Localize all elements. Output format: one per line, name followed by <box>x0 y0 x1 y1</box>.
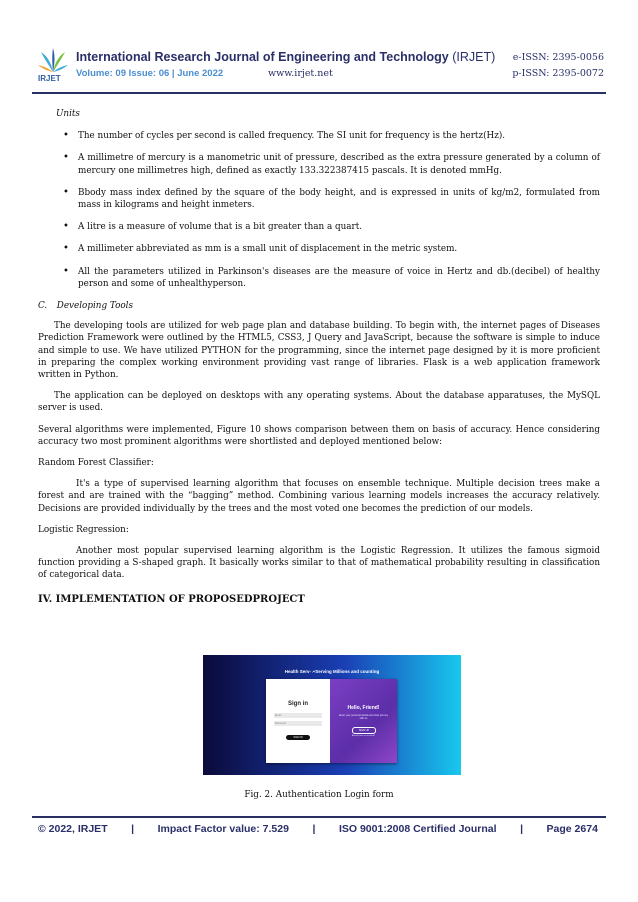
signin-panel <box>266 679 330 763</box>
auth-card <box>266 679 397 763</box>
volume-issue: Volume: 09 Issue: 06 | June 2022 <box>76 68 224 79</box>
journal-name: International Research Journal of Engineering and Technology <box>76 50 449 64</box>
signin-title: Sign in <box>288 701 308 707</box>
article-body <box>38 108 600 606</box>
subsection-title: Developing Tools <box>56 301 133 312</box>
footer-separator: | <box>520 823 524 835</box>
journal-abbr: (IRJET) <box>452 50 496 64</box>
figure-caption: Fig. 2. Authentication Login form <box>244 790 394 800</box>
signup-panel <box>330 679 397 763</box>
list-item: • A millimetre of mercury is a manometric unit of pressure, described as the extra pressure generated by a column of mercury one millimetres high, defined as exactly 133.322387415 pascals. It is denoted mmHg. <box>38 152 600 176</box>
rf-label: Random Forest Classifier: <box>38 458 154 469</box>
paragraph-deploy: The application can be deployed on desktops with any operating systems. About the database apparatuses, the MySQL server is used. <box>38 391 600 414</box>
list-item: • Bbody mass index defined by the square of the body height, and is expressed in units of kg/m2, formulated from mass in kilograms and height inmeters. <box>38 187 600 211</box>
impact-factor: Impact Factor value: 7.529 <box>157 823 289 835</box>
list-item: • All the parameters utilized in Parkinson's diseases are the measure of voice in Hertz and db.(decibel) of healthy person and some of unhealthyperson. <box>38 266 600 290</box>
signin-button[interactable]: SIGN IN <box>286 735 310 740</box>
pissn: p-ISSN: 2395-0072 <box>512 68 604 79</box>
list-item: • A litre is a measure of volume that is a bit greater than a quart. <box>38 221 600 233</box>
journal-title <box>76 50 495 64</box>
header-divider <box>32 92 606 94</box>
page-footer <box>38 823 598 835</box>
fine-print: Already have an account? <box>351 735 376 737</box>
section-heading: IV. IMPLEMENTATION OF PROPOSEDPROJECT <box>38 593 305 605</box>
copyright: © 2022, IRJET <box>38 823 108 835</box>
hello-title: Hello, Friend! <box>347 705 380 711</box>
paragraph-logistic-regression: Another most popular supervised learning algorithm is the Logistic Regression. It utilizes the famous sigmoid function providing a S-shaped graph. It basically works similar to that of mathematical probability resulting in classification of categorical data. <box>38 546 600 581</box>
list-item: • A millimeter abbreviated as mm is a small unit of displacement in the metric system. <box>38 243 600 255</box>
email-input[interactable]: Email <box>274 713 322 718</box>
list-item: • The number of cycles per second is called frequency. The SI unit for frequency is the hertz(Hz). <box>38 130 600 142</box>
page-header <box>38 46 604 88</box>
website-link[interactable]: www.irjet.net <box>268 68 333 79</box>
eissn: e-ISSN: 2395-0056 <box>512 52 604 63</box>
hello-text: Enter your personal details and start journey with us <box>338 714 389 721</box>
paragraph-random-forest: It's a type of supervised learning algorithm that focuses on ensemble technique. Multiple decision trees make a forest and are trained with the “bagging” method. Combining various learning models increases the accuracy relatively. Decisions are provided individually by the trees and the most voted one becomes the prediction of our models. <box>38 479 600 514</box>
footer-separator: | <box>131 823 135 835</box>
lr-label: Logistic Regression: <box>38 524 129 535</box>
paragraph-tools: The developing tools are utilized for web page plan and database building. To begin with, the internet pages of Diseases Prediction Framework were outlined by the HTML5, CSS3, J Query and JavaScript, because the software is simple to induce and simple to use. We have utilized PYTHON for the programming, since the internet page designed by it is more proficient in preparing the complex working environment providing vast range of libraries. Flask is a web application framework written in Python. <box>38 321 600 381</box>
password-input[interactable]: Password <box>274 721 322 726</box>
footer-divider <box>32 816 606 818</box>
login-form-figure <box>203 655 461 775</box>
subsection-heading <box>38 300 600 312</box>
signup-button[interactable]: SIGN UP <box>352 727 376 734</box>
iso-certification: ISO 9001:2008 Certified Journal <box>338 823 497 835</box>
units-list <box>38 130 600 290</box>
footer-separator: | <box>312 823 316 835</box>
page-number: Page 2674 <box>546 823 598 835</box>
units-heading: Units <box>56 109 80 119</box>
figure-banner: Health Serv- 🗲Serving Millions and counting <box>284 669 380 674</box>
subsection-number: C. <box>38 301 48 312</box>
paragraph-algorithms: Several algorithms were implemented, Figure 10 shows comparison between them on basis of accuracy. Hence considering accuracy two most prominent algorithms were shortlisted and deployed mentioned below: <box>38 424 600 447</box>
logo-text: IRJET <box>38 74 61 83</box>
